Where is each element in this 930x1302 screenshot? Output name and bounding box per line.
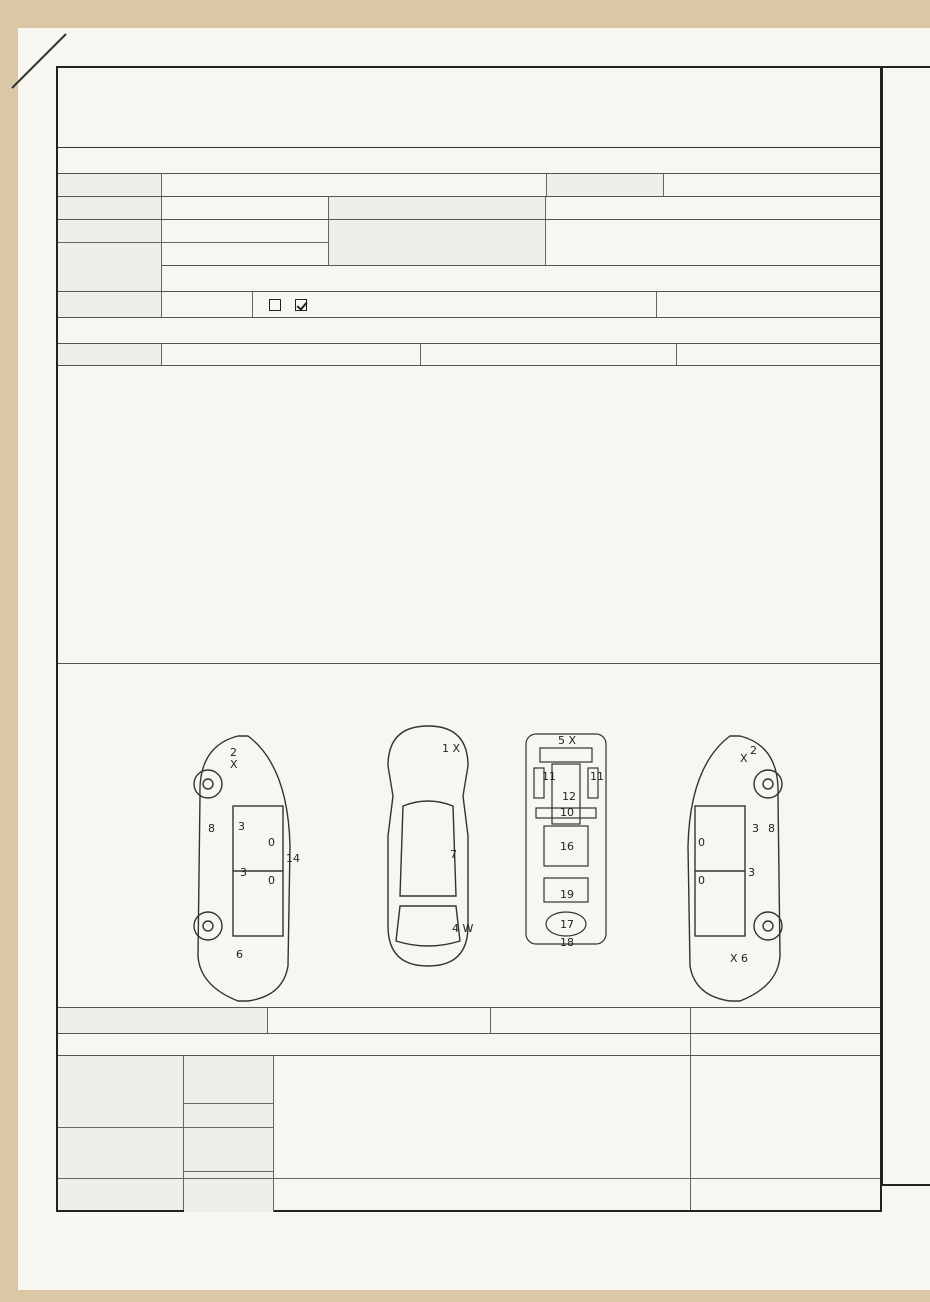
svg-text:5 X: 5 X	[558, 734, 577, 747]
svg-text:16: 16	[560, 840, 574, 853]
warranty-insurance-checkbox[interactable]	[295, 299, 307, 311]
form-header	[58, 68, 880, 148]
svg-text:7: 7	[450, 848, 457, 861]
svg-text:X: X	[740, 752, 748, 765]
svg-text:12: 12	[562, 790, 576, 803]
svg-text:11: 11	[542, 770, 556, 783]
svg-text:8: 8	[208, 822, 215, 835]
fuel-options	[162, 266, 880, 291]
svg-text:18: 18	[560, 936, 574, 949]
svg-text:6: 6	[236, 948, 243, 961]
svg-text:3: 3	[752, 822, 759, 835]
svg-text:0: 0	[698, 836, 705, 849]
row-accident-history	[58, 1008, 880, 1034]
svg-text:10: 10	[560, 806, 574, 819]
svg-text:11: 11	[590, 770, 604, 783]
adjacent-page-strip	[882, 66, 930, 1186]
row-year	[58, 197, 880, 220]
warranty-self-checkbox[interactable]	[269, 299, 281, 311]
registration-number	[664, 174, 880, 196]
row-first-reg	[58, 220, 880, 266]
row-rank-c	[58, 1178, 880, 1212]
svg-text:14: 14	[286, 852, 300, 865]
right-side-view	[688, 736, 782, 1001]
svg-text:0: 0	[698, 874, 705, 887]
inspection-form	[56, 66, 882, 1212]
svg-text:8: 8	[768, 822, 775, 835]
car-diagrams	[58, 716, 880, 1008]
svg-text:3: 3	[748, 866, 755, 879]
transmission-options	[546, 220, 880, 265]
row-fuel	[58, 266, 880, 292]
svg-text:2: 2	[750, 744, 757, 757]
underbody-view	[526, 734, 606, 949]
car-diagram-area	[58, 716, 880, 1008]
svg-text:3: 3	[238, 820, 245, 833]
svg-text:X 6: X 6	[730, 952, 749, 965]
accident-heading	[58, 638, 880, 664]
svg-text:X: X	[230, 758, 238, 771]
parts-header-row	[58, 1034, 880, 1056]
status-heading	[58, 318, 880, 344]
svg-text:17: 17	[560, 918, 574, 931]
vin	[162, 243, 328, 266]
left-side-view	[194, 736, 300, 1001]
status-columns	[58, 344, 880, 366]
basic-info-heading	[58, 148, 880, 174]
accident-legend	[58, 664, 880, 716]
svg-text:2: 2	[230, 746, 237, 759]
car-name	[162, 174, 546, 196]
top-view	[388, 726, 473, 966]
svg-text:4 W: 4 W	[452, 922, 474, 935]
svg-text:19: 19	[560, 888, 574, 901]
row-car-name	[58, 174, 880, 197]
svg-text:0: 0	[268, 836, 275, 849]
svg-text:1 X: 1 X	[442, 742, 461, 755]
svg-text:0: 0	[268, 874, 275, 887]
row-engine	[58, 292, 880, 318]
svg-text:3: 3	[240, 866, 247, 879]
